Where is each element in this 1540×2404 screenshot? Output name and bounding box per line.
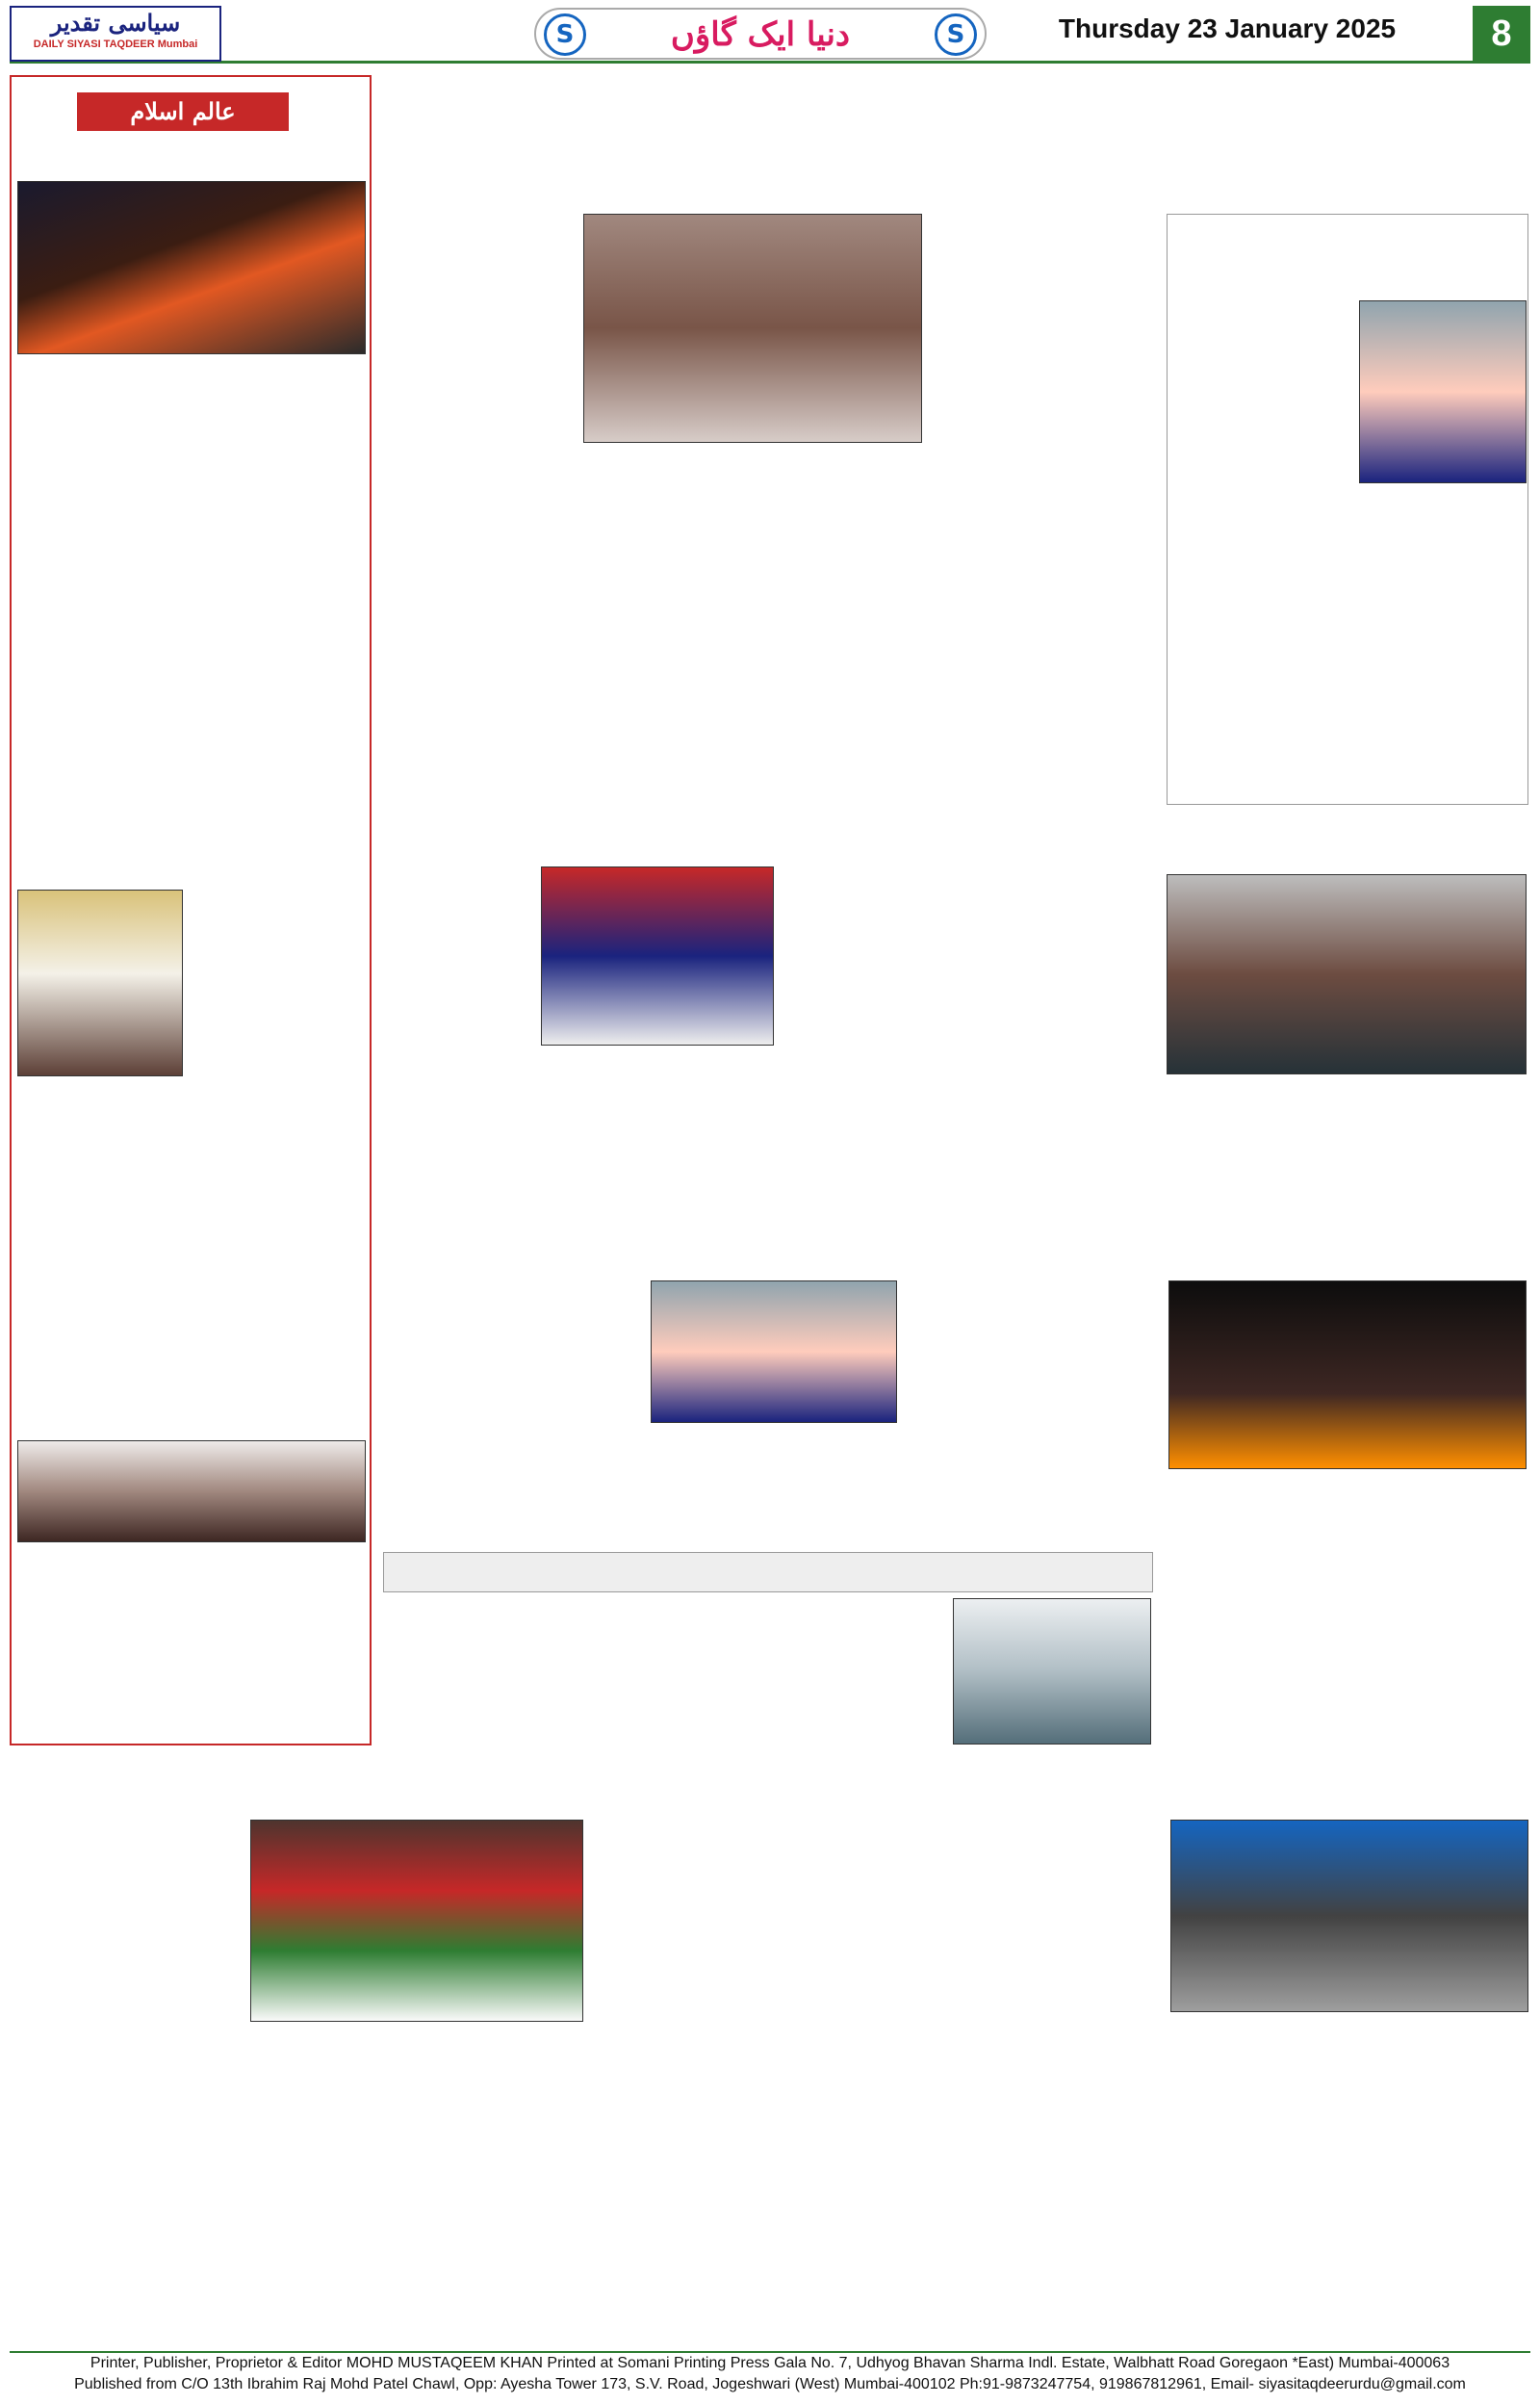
article-text: [13, 362, 368, 370]
article-text: [10, 2026, 972, 2033]
story-body: [13, 362, 368, 843]
article-text: [989, 866, 1163, 874]
imprint-footer: [10, 2351, 1530, 2399]
story-headline: [982, 1756, 1528, 1810]
article-text: [383, 1429, 1153, 1436]
article-text: [13, 1227, 368, 1234]
logo-title-urdu: سیاسی تقدیر: [50, 9, 181, 37]
section-label: عالم اسلام: [77, 92, 289, 131]
newspaper-logo: [10, 6, 221, 62]
story-body: [383, 1429, 1153, 1544]
imprint-line: Published from C/O 13th Ibrahim Raj Mohd Patel Chawl, Opp: Ayesha Tower 173, S.V. Road, Jogeshwari (West) Mumbai-400102 Ph:91-9873247754, 919867812961, Email- siyasitaqdeerurdu@gmail.com: [74, 2376, 1466, 2392]
article-text: [1167, 1475, 1528, 1483]
story-body: [10, 2026, 972, 2343]
news-photo: [1359, 300, 1527, 483]
story-body: [383, 1598, 947, 1745]
story-body: [982, 1820, 1165, 2343]
story-body: [383, 214, 579, 791]
article-text: [13, 1546, 368, 1554]
news-photo: [953, 1598, 1151, 1745]
news-photo: [17, 1440, 366, 1542]
news-photo: [651, 1280, 897, 1423]
story-body: [189, 890, 368, 1178]
story-body: [13, 1227, 368, 1390]
story-headline: [13, 137, 368, 177]
story-headline: [13, 847, 368, 886]
story-headline: [10, 1756, 972, 1810]
logo-title-english: DAILY SIYASI TAQDEER Mumbai: [33, 39, 198, 50]
headline-text: [1168, 215, 1527, 222]
article-text: [383, 1051, 980, 1059]
emblem-icon: S: [544, 13, 586, 56]
story-headline: [13, 1184, 368, 1223]
article-text: [383, 1598, 947, 1606]
story-headline: [1167, 1221, 1528, 1273]
story-headline: [383, 811, 980, 857]
emblem-icon: S: [935, 13, 977, 56]
issue-date: Thursday 23 January 2025: [1058, 13, 1397, 43]
article-text: [189, 890, 368, 897]
news-photo: [17, 181, 366, 354]
news-photo: [1170, 1820, 1528, 2012]
news-photo: [541, 866, 774, 1046]
page-section-title: دنیا ایک گاؤں: [670, 15, 851, 54]
story-headline: [383, 1215, 1153, 1273]
story-body: [989, 866, 1163, 1213]
story-body: [1167, 1475, 1528, 1745]
story-headline: [989, 811, 1528, 857]
story-headline: [13, 1398, 368, 1436]
article-text: [982, 1820, 1165, 1827]
news-photo: [17, 890, 183, 1076]
page-number: 8: [1473, 6, 1530, 62]
page-section-banner: [534, 8, 987, 60]
imprint-line: Printer, Publisher, Proprietor & Editor MOHD MUSTAQEEM KHAN Printed at Somani Printing Press Gala No. 7, Udhyog Bhavan Sharma Indl. Estate, Walbhatt Road Goregaon *East) Mumbai-400063: [90, 2355, 1450, 2371]
article-text: [383, 214, 579, 221]
lead-headline-block: [383, 75, 1528, 177]
news-photo: [583, 214, 922, 443]
article-text: [1168, 222, 1527, 230]
news-photo: [1167, 874, 1527, 1074]
masthead: [10, 6, 1530, 64]
news-photo: [1168, 1280, 1527, 1469]
story-body: [13, 1546, 368, 1739]
story-headline: [383, 1552, 1153, 1592]
story-body: [383, 1051, 980, 1209]
news-photo: [250, 1820, 583, 2022]
